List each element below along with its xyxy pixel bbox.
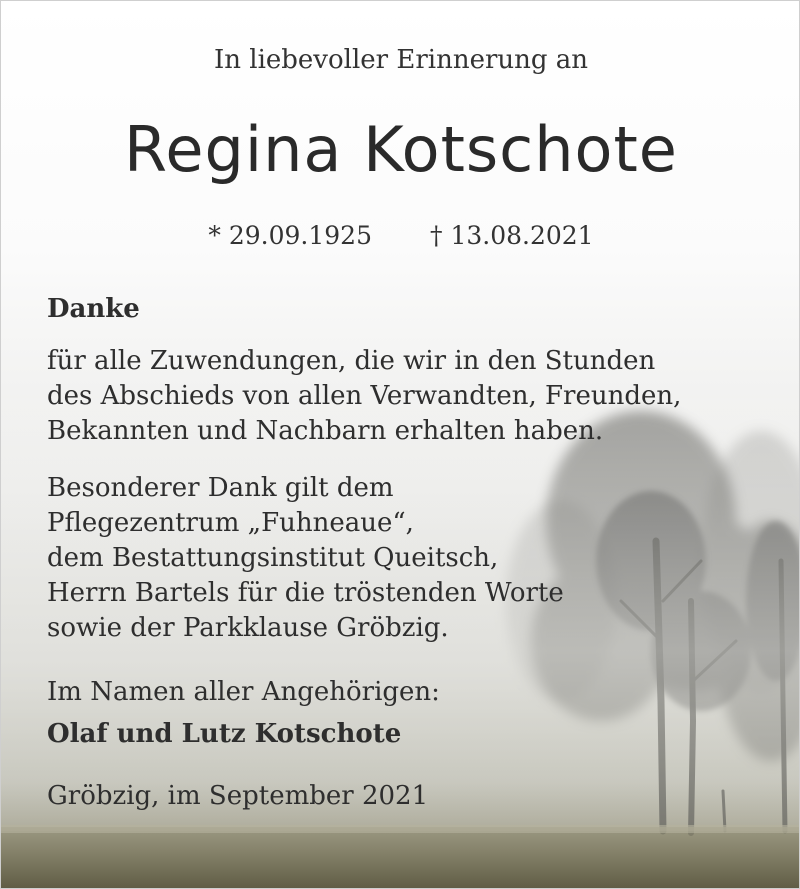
signers: Olaf und Lutz Kotschote: [47, 719, 402, 749]
deceased-name: Regina Kotschote: [124, 113, 678, 186]
thanks-heading: Danke: [47, 294, 140, 324]
intro-line: In liebevoller Erinnerung an: [213, 45, 589, 75]
closing-line: Im Namen aller Angehörigen:: [47, 677, 440, 707]
text-line: Herrn Bartels für die tröstenden Worte: [47, 578, 564, 608]
death-date: † 13.08.2021: [430, 221, 594, 250]
text-line: sowie der Parkklause Gröbzig.: [47, 613, 449, 643]
text-line: des Abschieds von allen Verwandten, Freunden,: [47, 381, 682, 411]
text-line: für alle Zuwendungen, die wir in den Stunden: [47, 346, 656, 376]
special-thanks-paragraph: [47, 471, 767, 646]
text-line: Bekannten und Nachbarn erhalten haben.: [47, 416, 604, 446]
life-dates: [1, 221, 800, 250]
notice-text: [1, 1, 800, 889]
text-line: dem Bestattungsinstitut Queitsch,: [47, 543, 499, 573]
text-line: Pflegezentrum „Fuhneaue“,: [47, 508, 414, 538]
thanks-paragraph: [47, 344, 767, 449]
place-date: Gröbzig, im September 2021: [47, 781, 429, 811]
text-line: Besonderer Dank gilt dem: [47, 473, 394, 503]
birth-date: * 29.09.1925: [208, 221, 372, 250]
